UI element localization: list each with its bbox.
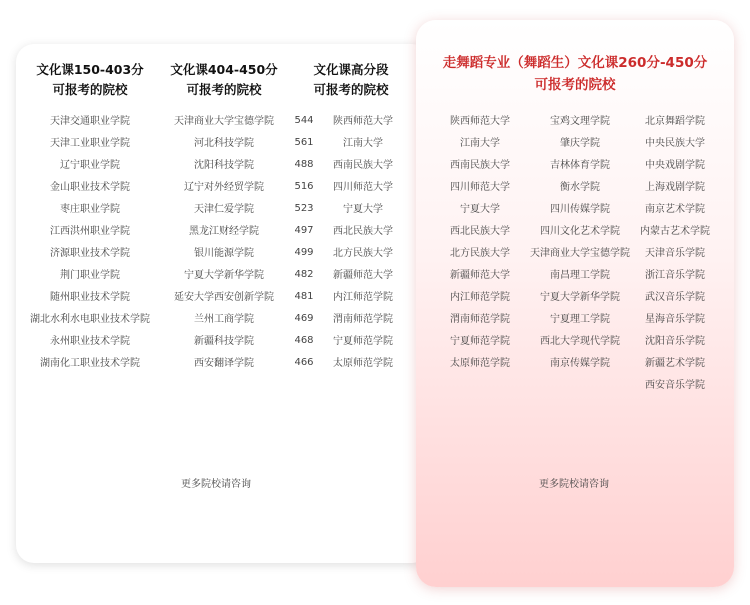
list-item: 湖南化工职业技术学院 <box>40 358 140 369</box>
list-item: 宝鸡文理学院 <box>550 116 610 127</box>
score-value: 482 <box>294 269 314 280</box>
list-item: 宁夏师范学院 <box>450 336 510 347</box>
list-item: 宁夏大学新华学院 <box>540 292 620 303</box>
list-item: 内江师范学院 <box>333 292 393 303</box>
score-value: 499 <box>294 247 314 258</box>
list-item: 西安翻译学院 <box>194 358 254 369</box>
right-more-consult-link[interactable]: 更多院校请咨询 <box>539 479 609 490</box>
list-item: 宁夏师范学院 <box>333 336 393 347</box>
list-item: 吉林体育学院 <box>550 160 610 171</box>
list-item: 渭南师范学院 <box>333 314 393 325</box>
list-item: 西北民族大学 <box>450 226 510 237</box>
col3-header <box>296 60 406 100</box>
list-item: 渭南师范学院 <box>450 314 510 325</box>
right-col1-school-list <box>430 111 530 375</box>
list-item: 天津商业大学宝德学院 <box>530 248 630 259</box>
list-item: 永州职业技术学院 <box>50 336 130 347</box>
col3-score-list <box>290 110 318 374</box>
list-item: 枣庄职业学院 <box>60 204 120 215</box>
list-item: 宁夏大学 <box>460 204 500 215</box>
list-item: 天津交通职业学院 <box>50 116 130 127</box>
score-value: 488 <box>294 159 314 170</box>
col3-title-line2: 可报考的院校 <box>313 82 389 97</box>
list-item: 肇庆学院 <box>560 138 600 149</box>
list-item: 银川能源学院 <box>194 248 254 259</box>
list-item: 新疆艺术学院 <box>645 358 705 369</box>
list-item: 沈阳音乐学院 <box>645 336 705 347</box>
list-item: 南京传媒学院 <box>550 358 610 369</box>
list-item: 湖北水利水电职业技术学院 <box>30 314 150 325</box>
list-item: 武汉音乐学院 <box>645 292 705 303</box>
list-item: 四川师范大学 <box>450 182 510 193</box>
right-col3-school-list <box>636 111 714 397</box>
list-item: 中央民族大学 <box>645 138 705 149</box>
score-value: 497 <box>294 225 314 236</box>
list-item: 北方民族大学 <box>450 248 510 259</box>
list-item: 荆门职业学院 <box>60 270 120 281</box>
col1-title-line1: 文化课150-403分 <box>36 62 144 77</box>
list-item: 济源职业技术学院 <box>50 248 130 259</box>
list-item: 内蒙古艺术学院 <box>640 226 710 237</box>
list-item: 新疆科技学院 <box>194 336 254 347</box>
list-item: 宁夏大学新华学院 <box>184 270 264 281</box>
list-item: 随州职业技术学院 <box>50 292 130 303</box>
list-item: 宁夏大学 <box>343 204 383 215</box>
right-title-line2: 可报考的院校 <box>534 77 616 93</box>
list-item: 西安音乐学院 <box>645 380 705 391</box>
list-item: 星海音乐学院 <box>645 314 705 325</box>
list-item: 江南大学 <box>343 138 383 149</box>
list-item: 西北民族大学 <box>333 226 393 237</box>
list-item: 黑龙江财经学院 <box>189 226 259 237</box>
list-item: 四川文化艺术学院 <box>540 226 620 237</box>
list-item: 内江师范学院 <box>450 292 510 303</box>
list-item: 辽宁对外经贸学院 <box>184 182 264 193</box>
list-item: 天津音乐学院 <box>645 248 705 259</box>
list-item: 陕西师范大学 <box>333 116 393 127</box>
right-title-line1: 走舞蹈专业（舞蹈生）文化课260分-450分 <box>442 55 708 71</box>
list-item: 河北科技学院 <box>194 138 254 149</box>
list-item: 南京艺术学院 <box>645 204 705 215</box>
list-item: 新疆师范大学 <box>450 270 510 281</box>
score-value: 481 <box>294 291 314 302</box>
list-item: 上海戏剧学院 <box>645 182 705 193</box>
right-col2-school-list <box>528 111 632 375</box>
list-item: 宁夏理工学院 <box>550 314 610 325</box>
list-item: 沈阳科技学院 <box>194 160 254 171</box>
list-item: 中央戏剧学院 <box>645 160 705 171</box>
list-item: 西北大学现代学院 <box>540 336 620 347</box>
col3-school-list <box>322 111 404 375</box>
list-item: 西南民族大学 <box>333 160 393 171</box>
list-item: 南昌理工学院 <box>550 270 610 281</box>
list-item: 四川传媒学院 <box>550 204 610 215</box>
list-item: 北京舞蹈学院 <box>645 116 705 127</box>
col2-title-line1: 文化课404-450分 <box>170 62 278 77</box>
col2-school-list <box>158 111 290 375</box>
list-item: 江西洪州职业学院 <box>50 226 130 237</box>
list-item: 辽宁职业学院 <box>60 160 120 171</box>
list-item: 浙江音乐学院 <box>645 270 705 281</box>
list-item: 四川师范大学 <box>333 182 393 193</box>
score-value: 516 <box>294 181 314 192</box>
score-value: 544 <box>294 115 314 126</box>
col1-school-list <box>22 111 158 375</box>
list-item: 天津工业职业学院 <box>50 138 130 149</box>
col2-header <box>164 60 284 100</box>
left-more-consult-link[interactable]: 更多院校请咨询 <box>181 479 251 490</box>
list-item: 江南大学 <box>460 138 500 149</box>
score-value: 468 <box>294 335 314 346</box>
col1-header <box>30 60 150 100</box>
list-item: 兰州工商学院 <box>194 314 254 325</box>
score-value: 523 <box>294 203 314 214</box>
score-value: 561 <box>294 137 314 148</box>
list-item: 金山职业技术学院 <box>50 182 130 193</box>
list-item: 衡水学院 <box>560 182 600 193</box>
col1-title-line2: 可报考的院校 <box>52 82 128 97</box>
score-value: 469 <box>294 313 314 324</box>
list-item: 北方民族大学 <box>333 248 393 259</box>
right-header <box>426 52 724 96</box>
list-item: 天津仁爱学院 <box>194 204 254 215</box>
col2-title-line2: 可报考的院校 <box>186 82 262 97</box>
list-item: 太原师范学院 <box>333 358 393 369</box>
score-value: 466 <box>294 357 314 368</box>
col3-title-line1: 文化课高分段 <box>313 62 389 77</box>
list-item: 西南民族大学 <box>450 160 510 171</box>
list-item: 陕西师范大学 <box>450 116 510 127</box>
list-item: 天津商业大学宝德学院 <box>174 116 274 127</box>
list-item: 新疆师范大学 <box>333 270 393 281</box>
list-item: 太原师范学院 <box>450 358 510 369</box>
list-item: 延安大学西安创新学院 <box>174 292 274 303</box>
